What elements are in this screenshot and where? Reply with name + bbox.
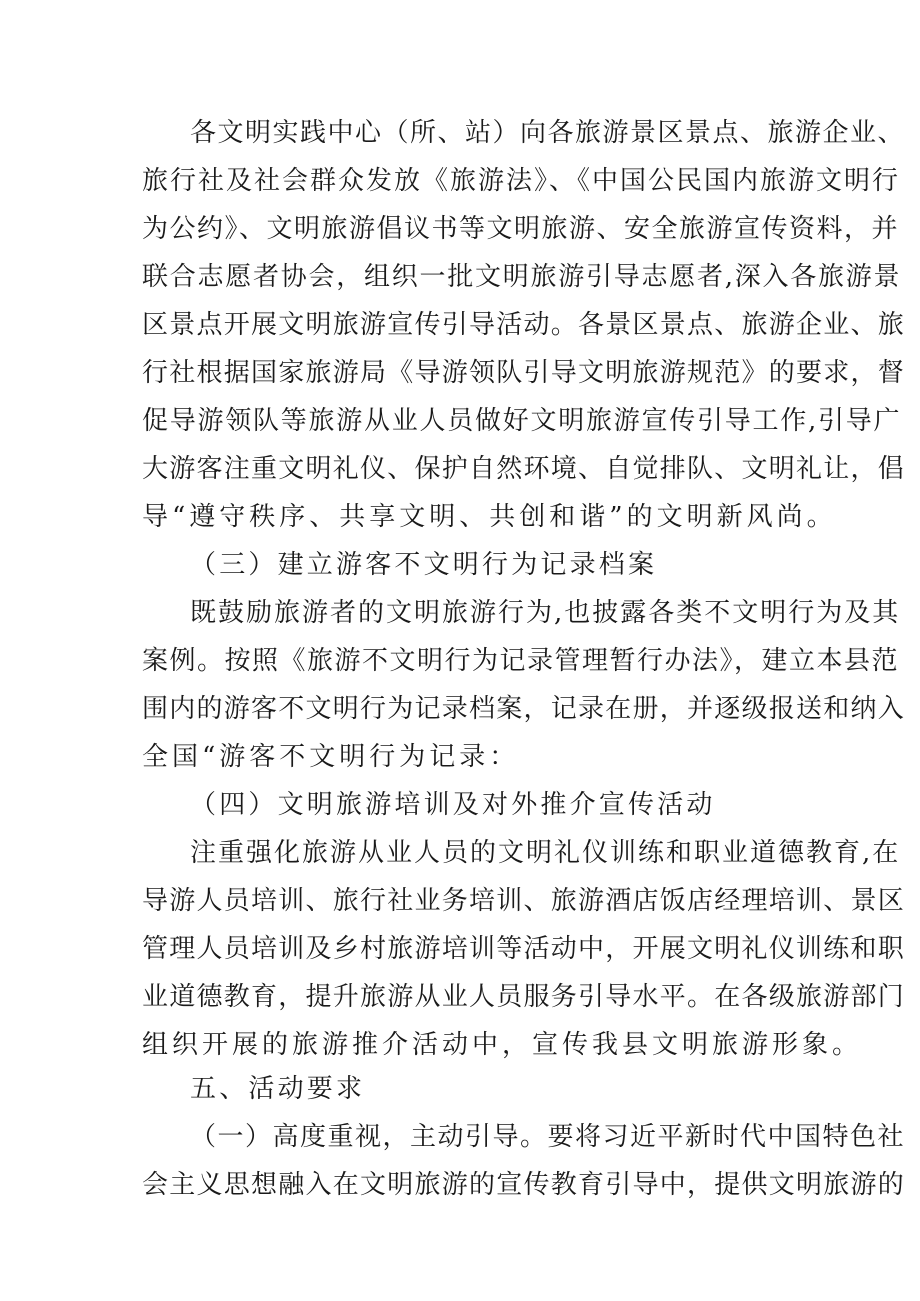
paragraph-line: 旅行社及社会群众发放《旅游法》、《中国公民国内旅游文明行 [142,166,901,196]
paragraph-line: 促导游领队等旅游从业人员做好文明旅游宣传引导工作,引导广 [142,406,902,436]
paragraph-line: 区景点开展文明旅游宣传引导活动。各景区景点、旅游企业、旅 [142,310,906,340]
paragraph-line: 联合志愿者协会，组织一批文明旅游引导志愿者,深入各旅游景 [142,262,902,292]
paragraph-line: （一）高度重视，主动引导。要将习近平新时代中国特色社 [190,1122,906,1152]
paragraph-line: 案例。按照《旅游不文明行为记录管理暂行办法》，建立本县范 [142,646,900,676]
paragraph-line: 大游客注重文明礼仪、保护自然环境、自觉排队、文明礼让，倡 [142,454,906,484]
paragraph-line: 管理人员培训及乡村旅游培训等活动中，开展文明礼仪训练和职 [142,934,906,964]
section-heading: （四）文明旅游培训及对外推介宣传活动 [190,790,716,820]
paragraph-line: 业道德教育，提升旅游从业人员服务引导水平。在各级旅游部门 [142,982,906,1012]
paragraph-line: 行社根据国家旅游局《导游领队引导文明旅游规范》的要求，督 [142,358,906,388]
paragraph-line: 会主义思想融入在文明旅游的宣传教育引导中，提供文明旅游的 [142,1170,906,1200]
paragraph-line: 注重强化旅游从业人员的文明礼仪训练和职业道德教育,在 [190,838,901,868]
section-heading: （三）建立游客不文明行为记录档案 [190,550,658,580]
paragraph-line: 导“遵守秩序、共享文明、共创和谐”的文明新风尚。 [142,502,837,532]
paragraph-line: 各文明实践中心（所、站）向各旅游景区景点、旅游企业、 [190,118,906,148]
paragraph-line: 导游人员培训、旅行社业务培训、旅游酒店饭店经理培训、景区 [142,886,906,916]
paragraph-line: 为公约》、文明旅游倡议书等文明旅游、安全旅游宣传资料，并 [142,214,900,244]
paragraph-line: 全国“游客不文明行为记录： [142,742,520,772]
paragraph-line: 既鼓励旅游者的文明旅游行为,也披露各类不文明行为及其 [190,598,901,628]
section-heading: 五、活动要求 [190,1074,366,1104]
paragraph-line: 组织开展的旅游推介活动中，宣传我县文明旅游形象。 [142,1030,863,1060]
paragraph-line: 围内的游客不文明行为记录档案，记录在册，并逐级报送和纳入 [142,694,906,724]
